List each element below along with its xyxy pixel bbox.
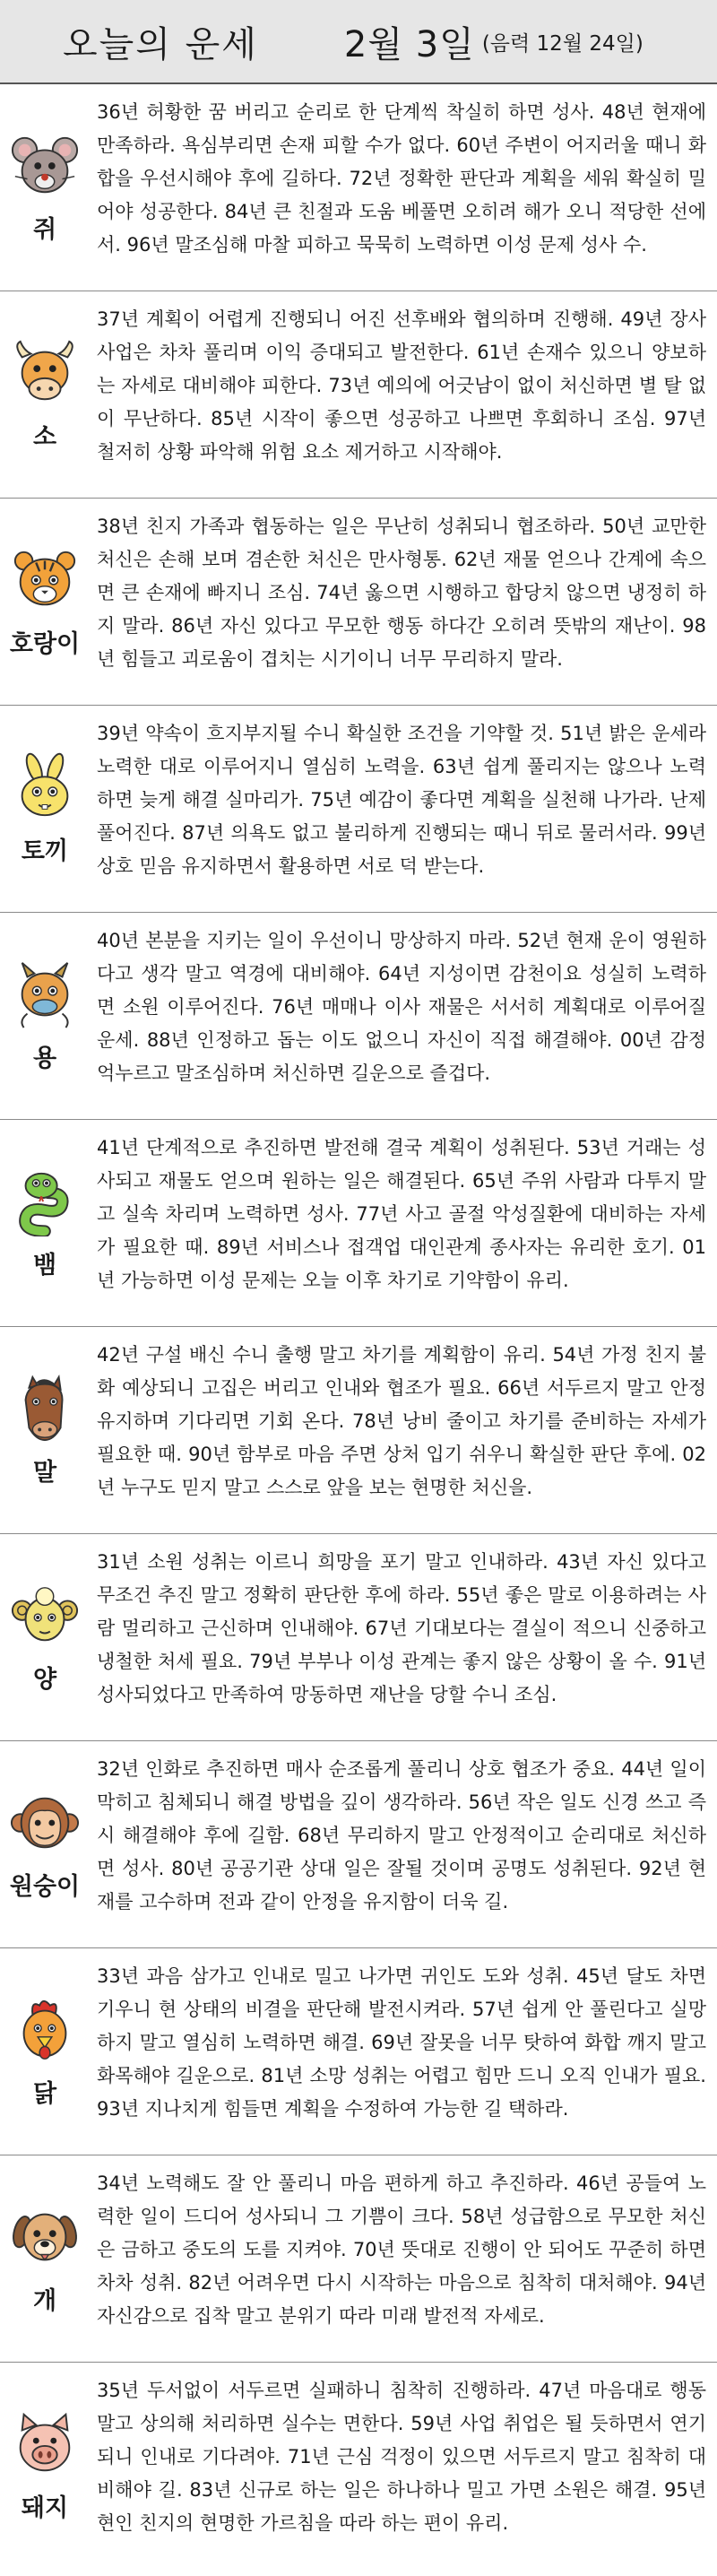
- zodiac-animal-cell: [0, 1741, 90, 1947]
- zodiac-row-snake: [0, 1120, 717, 1327]
- zodiac-row-horse: [0, 1327, 717, 1534]
- zodiac-name: 쥐: [32, 215, 57, 244]
- page-title: 오늘의 운세: [63, 23, 258, 65]
- fortune-text: 40년 본분을 지키는 일이 우선이니 망상하지 마라. 52년 현재 운이 영원하다고 생각 말고 역경에 대비해야. 64년 지성이면 감천이요 성실히 노력하면 소원 이루어진다. 76년 매매나 이사 재물은 서서히 계획대로 이루어질 운세. 88년 인정하고 돕는 이도 없으니 자신이 직접 해결해야. 00년 감정 억누르고 말조심하며 처신하면 길운으로 즐겁다.: [97, 930, 706, 1084]
- zodiac-row-sheep: [0, 1534, 717, 1741]
- fortune-text: 42년 구설 배신 수니 출행 말고 차기를 계획함이 유리. 54년 가정 친지 불화 예상되니 고집은 버리고 인내와 협조가 필요. 66년 서두르지 말고 안정 유지하며 기다리면 기회 온다. 78년 낭비 줄이고 차기를 준비하는 자세가 필요한 때. 90년 함부로 마음 주면 상처 입기 쉬우니 확실한 판단 후에. 02년 누구도 믿지 말고 스스로 앞을 보는 현명한 처신을.: [97, 1344, 706, 1498]
- zodiac-name: 호랑이: [9, 629, 81, 658]
- zodiac-animal-cell: [0, 1948, 90, 2155]
- zodiac-name: 양: [32, 1665, 57, 1694]
- zodiac-name: 원숭이: [9, 1872, 81, 1901]
- sheep-icon: [10, 1581, 80, 1651]
- zodiac-animal-cell: [0, 1120, 90, 1326]
- monkey-icon: [10, 1788, 80, 1858]
- date-label: 2월 3일: [343, 23, 475, 65]
- zodiac-row-monkey: [0, 1741, 717, 1948]
- zodiac-animal-cell: [0, 706, 90, 912]
- horse-icon: [10, 1374, 80, 1444]
- zodiac-animal-cell: [0, 913, 90, 1119]
- zodiac-row-rooster: [0, 1948, 717, 2155]
- tiger-icon: [10, 545, 80, 615]
- fortune-text: 35년 두서없이 서두르면 실패하니 침착히 진행하라. 47년 마음대로 행동 말고 상의해 처리하면 실수는 면한다. 59년 사업 취업은 될 듯하면서 연기되니 인내로 기다려야. 71년 근심 걱정이 있으면 서두르지 말고 침착히 대비해야 길. 83년 신규로 하는 일은 하나하나 밀고 가면 소원은 해결. 95년 현인 친지의 현명한 가르침을 따라 하는 편이 유리.: [97, 2380, 706, 2534]
- zodiac-name: 개: [32, 2286, 57, 2315]
- fortune-text: 33년 과음 삼가고 인내로 밀고 나가면 귀인도 도와 성취. 45년 달도 차면 기우니 현 상태의 비결을 판단해 발전시켜라. 57년 쉽게 안 풀린다고 실망하지 말고 열심히 노력하면 해결. 69년 잘못을 너무 탓하여 화합 깨지 말고 화목해야 길운으로. 81년 소망 성취는 어렵고 힘만 드니 오직 인내가 필요. 93년 지나치게 힘들면 계획을 수정하여 가능한 길 택하라.: [97, 1965, 706, 2120]
- rooster-icon: [10, 1995, 80, 2065]
- zodiac-row-ox: [0, 291, 717, 499]
- zodiac-animal-cell: [0, 1534, 90, 1740]
- zodiac-row-tiger: [0, 499, 717, 706]
- rabbit-icon: [10, 752, 80, 822]
- zodiac-animal-cell: [0, 499, 90, 705]
- snake-icon: [10, 1167, 80, 1236]
- lunar-date-label: (음력 12월 24일): [481, 31, 644, 56]
- fortune-text: 37년 계획이 어렵게 진행되니 어진 선후배와 협의하며 진행해. 49년 장사 사업은 차차 풀리며 이익 증대되고 발전한다. 61년 손재수 있으니 양보하는 자세로 대비해야 피한다. 73년 예의에 어긋남이 없이 처신하면 별 탈 없이 무난하다. 85년 시작이 좋으면 성공하고 나쁘면 후회하니 조심. 97년 철저히 상황 파악해 위험 요소 제거하고 시작해야.: [97, 308, 706, 463]
- zodiac-row-dog: [0, 2155, 717, 2363]
- zodiac-animal-cell: [0, 291, 90, 498]
- ox-icon: [10, 338, 80, 408]
- zodiac-name: 토끼: [21, 837, 69, 865]
- zodiac-animal-cell: [0, 84, 90, 291]
- pig-icon: [10, 2409, 80, 2479]
- fortune-text: 32년 인화로 추진하면 매사 순조롭게 풀리니 상호 협조가 중요. 44년 일이 막히고 침체되니 해결 방법을 깊이 생각하라. 56년 작은 일도 신경 쓰고 즉시 해결해야 후에 길함. 68년 무리하지 말고 안정적이고 순리대로 처신하면 성사. 80년 공공기관 상대 일은 잘될 것이며 공명도 성취된다. 92년 현재를 고수하며 전과 같이 안정을 유지함이 더욱 길.: [97, 1758, 706, 1912]
- zodiac-name: 닭: [32, 2079, 57, 2108]
- zodiac-name: 돼지: [21, 2494, 69, 2522]
- fortune-text: 39년 약속이 흐지부지될 수니 확실한 조건을 기약할 것. 51년 밝은 운세라 노력한 대로 이루어지니 열심히 노력을. 63년 쉽게 풀리지는 않으나 노력하면 늦게 해결 실마리가. 75년 예감이 좋다면 계획을 실천해 나가라. 난제 풀어진다. 87년 의욕도 없고 불리하게 진행되는 때니 뒤로 물러서라. 99년 상호 믿음 유지하면서 활용하면 서로 덕 받는다.: [97, 723, 706, 877]
- fortune-text: 36년 허황한 꿈 버리고 순리로 한 단계씩 착실히 하면 성사. 48년 현재에 만족하라. 욕심부리면 손재 피할 수가 없다. 60년 주변이 어지러울 때니 화합을 우선시해야 후에 길하다. 72년 정확한 판단과 계획을 세워 확실히 밀어야 성공한다. 84년 큰 친절과 도움 베풀면 오히려 해가 오니 적당한 선에서. 96년 말조심해 마찰 피하고 묵묵히 노력하면 이성 문제 성사 수.: [97, 101, 706, 256]
- zodiac-animal-cell: [0, 1327, 90, 1533]
- zodiac-name: 용: [32, 1044, 57, 1072]
- fortune-text: 31년 소원 성취는 이르니 희망을 포기 말고 인내하라. 43년 자신 있다고 무조건 추진 말고 정확히 판단한 후에 하라. 55년 좋은 말로 이용하려는 사람 멀리하고 근신하며 인내해야. 67년 기대보다는 결실이 적으니 신중하고 냉철한 처세 필요. 79년 부부나 이성 관계는 좋지 않은 상황이 올 수. 91년 성사되었다고 만족하여 망동하면 재난을 당할 수니 조심.: [97, 1551, 706, 1705]
- header-bar: [0, 0, 717, 84]
- dragon-icon: [10, 959, 80, 1029]
- dog-icon: [10, 2202, 80, 2272]
- zodiac-row-rat: [0, 84, 717, 291]
- zodiac-name: 말: [32, 1458, 57, 1487]
- zodiac-name: 뱀: [32, 1251, 57, 1279]
- zodiac-row-dragon: [0, 913, 717, 1120]
- zodiac-animal-cell: [0, 2155, 90, 2362]
- zodiac-row-pig: [0, 2363, 717, 2570]
- rat-icon: [10, 131, 80, 201]
- zodiac-animal-cell: [0, 2363, 90, 2570]
- fortune-text: 34년 노력해도 잘 안 풀리니 마음 편하게 하고 추진하라. 46년 공들여 노력한 일이 드디어 성사되니 그 기쁨이 크다. 58년 성급함으로 무모한 처신은 금하고 중도의 도를 지켜야. 70년 뜻대로 진행이 안 되어도 꾸준히 하면 차차 성취. 82년 어려우면 다시 시작하는 마음으로 침착히 대처해야. 94년 자신감으로 집착 말고 분위기 따라 미래 발전적 자세로.: [97, 2173, 706, 2327]
- zodiac-name: 소: [32, 422, 57, 451]
- zodiac-row-rabbit: [0, 706, 717, 913]
- fortune-text: 41년 단계적으로 추진하면 발전해 결국 계획이 성취된다. 53년 거래는 성사되고 재물도 얻으며 원하는 일은 해결된다. 65년 주위 사람과 다투지 말고 실속 차리며 노력하면 성사. 77년 사고 골절 악성질환에 대비하는 자세가 필요한 때. 89년 서비스나 접객업 대인관계 종사자는 유리한 호기. 01년 가능하면 이성 문제는 오늘 이후 차기로 기약함이 유리.: [97, 1137, 706, 1291]
- fortune-text: 38년 친지 가족과 협동하는 일은 무난히 성취되니 협조하라. 50년 교만한 처신은 손해 보며 겸손한 처신은 만사형통. 62년 재물 얻으나 간계에 속으면 큰 손재에 빠지니 조심. 74년 옳으면 시행하고 합당치 않으면 냉정히 하지 말라. 86년 자신 있다고 무모한 행동 하다간 오히려 뜻밖의 재난이. 98년 힘들고 괴로움이 겹치는 시기이니 너무 무리하지 말라.: [97, 516, 706, 670]
